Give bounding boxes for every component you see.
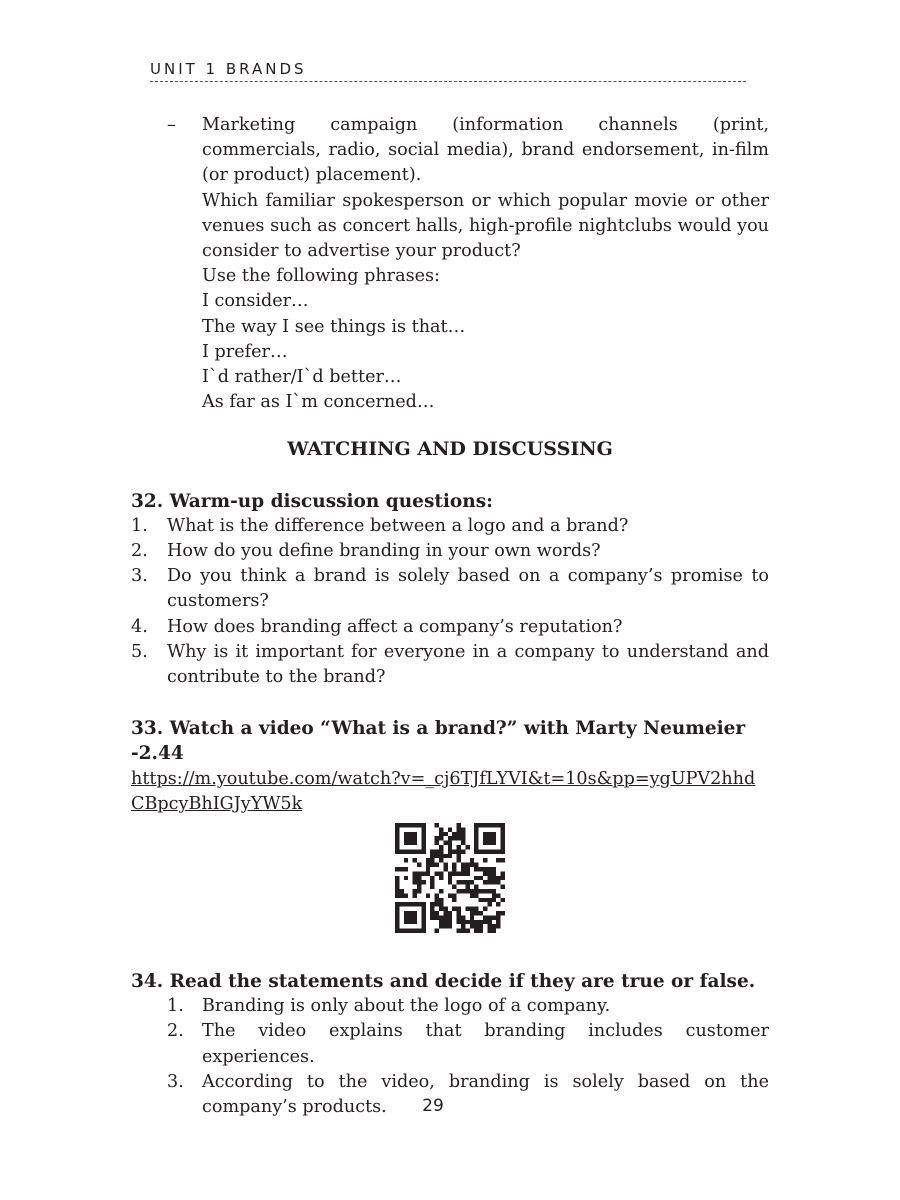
question-item: 2. How do you define branding in your own words? xyxy=(131,541,601,562)
task-34-title: 34. Read the statements and decide if they are true or false. xyxy=(131,971,756,993)
task-33-title: 33. Watch a video “What is a brand?” with Marty Neumeier -2.44 xyxy=(131,718,746,765)
task-32-title: 32. Warm-up discussion questions: xyxy=(131,490,493,512)
phrases-intro: Use the following phrases: xyxy=(202,266,440,287)
phrase-item: I consider… xyxy=(202,291,309,312)
statement-item: 3. According to the video, branding is solely based on the company’s products. xyxy=(167,1071,769,1118)
page-number: 29 xyxy=(422,1096,444,1116)
question-item: 1. What is the difference between a logo and a brand? xyxy=(131,515,629,536)
qr-code[interactable] xyxy=(395,823,505,933)
video-link-line-2: CBpcyBhIGJyYW5k xyxy=(131,793,303,814)
task-32-questions xyxy=(131,514,769,690)
statement-item: 1. Branding is only about the logo of a company. xyxy=(167,996,611,1017)
phrase-item: I`d rather/I`d better… xyxy=(202,367,402,388)
section-title: WATCHING AND DISCUSSING xyxy=(287,438,613,461)
statement-item: 2. The video explains that branding includes customer experiences. xyxy=(167,1021,769,1067)
video-link[interactable] xyxy=(131,767,769,817)
phrase-item: The way I see things is that… xyxy=(202,316,466,337)
qr-code-wrapper xyxy=(131,823,769,933)
phrase-item: I prefer… xyxy=(202,341,288,362)
question-item: 5. Why is it important for everyone in a company to understand and contribute to the brand? xyxy=(131,641,769,688)
question-item: 3. Do you think a brand is solely based on a company’s promise to customers? xyxy=(131,566,769,612)
video-link-line-1: https://m.youtube.com/watch?v=_cj6TJfLYVI&t=10s&pp=ygUPV2hhd xyxy=(131,768,756,789)
marketing-campaign-text: Marketing campaign (information channels (print, commercials, radio, social media), brand endorsement, in-film (or product) placement). xyxy=(202,115,769,186)
question-item: 4. How does branding affect a company’s reputation? xyxy=(131,616,623,637)
bullet-dash: – xyxy=(167,115,176,135)
spokesperson-question: Which familiar spokesperson or which popular movie or other venues such as concert halls, high-profile nightclubs would you consider to advertise your product? xyxy=(202,190,769,262)
running-header: UNIT 1 BRANDS xyxy=(150,60,746,82)
phrase-item: As far as I`m concerned… xyxy=(202,392,435,413)
marketing-bullet xyxy=(131,113,769,415)
page-content xyxy=(131,113,769,1120)
